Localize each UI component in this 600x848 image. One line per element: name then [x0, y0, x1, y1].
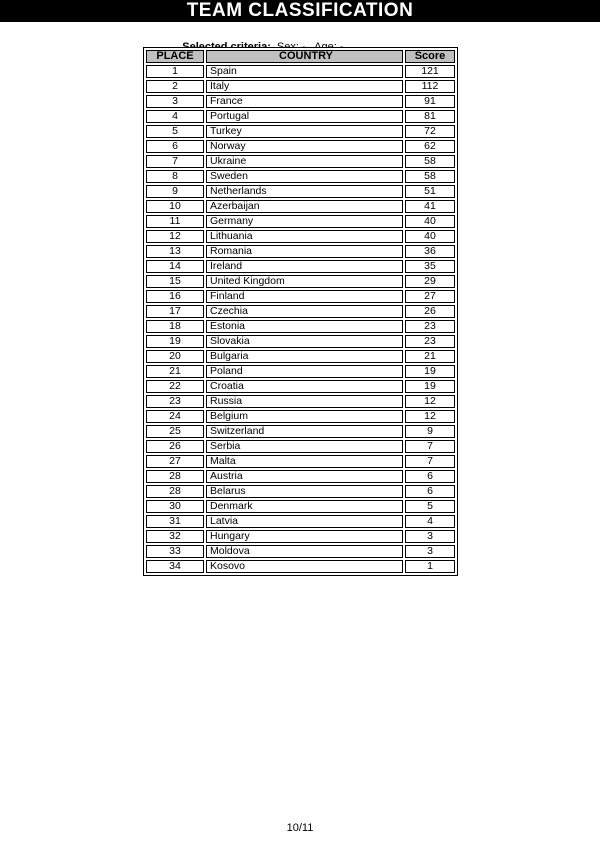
- score-column-header: Score: [405, 50, 455, 63]
- score-cell: 3: [405, 545, 455, 558]
- score-cell: 21: [405, 350, 455, 363]
- country-cell: Finland: [206, 290, 403, 303]
- place-cell: 32: [146, 530, 204, 543]
- place-cell: 26: [146, 440, 204, 453]
- score-cell: 1: [405, 560, 455, 573]
- place-cell: 21: [146, 365, 204, 378]
- score-cell: 51: [405, 185, 455, 198]
- score-cell: 40: [405, 215, 455, 228]
- score-cell: 23: [405, 335, 455, 348]
- score-cell: 6: [405, 470, 455, 483]
- table-row: [146, 80, 455, 93]
- table-row: [146, 65, 455, 78]
- header-row: [146, 50, 455, 63]
- country-cell: Azerbaijan: [206, 200, 403, 213]
- table-row: [146, 380, 455, 393]
- score-cell: 58: [405, 155, 455, 168]
- place-cell: 30: [146, 500, 204, 513]
- table-row: [146, 470, 455, 483]
- table-row: [146, 530, 455, 543]
- country-cell: Croatia: [206, 380, 403, 393]
- table-row: [146, 200, 455, 213]
- place-cell: 18: [146, 320, 204, 333]
- country-cell: Slovakia: [206, 335, 403, 348]
- place-cell: 22: [146, 380, 204, 393]
- country-cell: Moldova: [206, 545, 403, 558]
- country-cell: Belarus: [206, 485, 403, 498]
- score-cell: 26: [405, 305, 455, 318]
- score-cell: 7: [405, 455, 455, 468]
- score-cell: 62: [405, 140, 455, 153]
- country-cell: Italy: [206, 80, 403, 93]
- table-row: [146, 545, 455, 558]
- classification-table: [143, 47, 458, 576]
- score-cell: 19: [405, 365, 455, 378]
- country-cell: Estonia: [206, 320, 403, 333]
- place-cell: 6: [146, 140, 204, 153]
- table-row: [146, 170, 455, 183]
- place-cell: 27: [146, 455, 204, 468]
- score-cell: 6: [405, 485, 455, 498]
- country-cell: Czechia: [206, 305, 403, 318]
- place-cell: 34: [146, 560, 204, 573]
- country-cell: Hungary: [206, 530, 403, 543]
- place-cell: 3: [146, 95, 204, 108]
- table-row: [146, 110, 455, 123]
- place-cell: 1: [146, 65, 204, 78]
- place-cell: 12: [146, 230, 204, 243]
- country-cell: Bulgaria: [206, 350, 403, 363]
- score-cell: 12: [405, 410, 455, 423]
- table-row: [146, 275, 455, 288]
- place-cell: 14: [146, 260, 204, 273]
- place-cell: 28: [146, 470, 204, 483]
- score-cell: 35: [405, 260, 455, 273]
- country-cell: Kosovo: [206, 560, 403, 573]
- score-cell: 4: [405, 515, 455, 528]
- place-cell: 31: [146, 515, 204, 528]
- place-cell: 8: [146, 170, 204, 183]
- table-row: [146, 230, 455, 243]
- table-row: [146, 350, 455, 363]
- table-row: [146, 95, 455, 108]
- place-cell: 17: [146, 305, 204, 318]
- table-row: [146, 560, 455, 573]
- score-cell: 19: [405, 380, 455, 393]
- country-cell: Russia: [206, 395, 403, 408]
- country-column-header: COUNTRY: [206, 50, 403, 63]
- score-cell: 3: [405, 530, 455, 543]
- score-cell: 91: [405, 95, 455, 108]
- score-cell: 27: [405, 290, 455, 303]
- score-cell: 23: [405, 320, 455, 333]
- place-cell: 13: [146, 245, 204, 258]
- country-cell: Sweden: [206, 170, 403, 183]
- score-cell: 41: [405, 200, 455, 213]
- place-cell: 4: [146, 110, 204, 123]
- place-cell: 10: [146, 200, 204, 213]
- score-cell: 112: [405, 80, 455, 93]
- table-row: [146, 425, 455, 438]
- table-row: [146, 140, 455, 153]
- score-cell: 121: [405, 65, 455, 78]
- classification-table-body: [146, 65, 455, 573]
- country-cell: Malta: [206, 455, 403, 468]
- table-row: [146, 365, 455, 378]
- classification-table-header: [146, 50, 455, 63]
- page-number: 10/11: [286, 822, 314, 834]
- place-cell: 11: [146, 215, 204, 228]
- country-cell: United Kingdom: [206, 275, 403, 288]
- place-column-header: PLACE: [146, 50, 204, 63]
- score-cell: 9: [405, 425, 455, 438]
- score-cell: 81: [405, 110, 455, 123]
- table-row: [146, 335, 455, 348]
- place-cell: 7: [146, 155, 204, 168]
- score-cell: 12: [405, 395, 455, 408]
- table-row: [146, 260, 455, 273]
- table-row: [146, 155, 455, 168]
- table-row: [146, 410, 455, 423]
- place-cell: 19: [146, 335, 204, 348]
- country-cell: Denmark: [206, 500, 403, 513]
- country-cell: Lithuania: [206, 230, 403, 243]
- country-cell: Belgium: [206, 410, 403, 423]
- country-cell: Switzerland: [206, 425, 403, 438]
- table-row: [146, 455, 455, 468]
- table-row: [146, 515, 455, 528]
- table-row: [146, 485, 455, 498]
- table-row: [146, 125, 455, 138]
- table-row: [146, 395, 455, 408]
- place-cell: 16: [146, 290, 204, 303]
- country-cell: Germany: [206, 215, 403, 228]
- country-cell: Latvia: [206, 515, 403, 528]
- score-cell: 7: [405, 440, 455, 453]
- country-cell: Norway: [206, 140, 403, 153]
- score-cell: 36: [405, 245, 455, 258]
- place-cell: 33: [146, 545, 204, 558]
- place-cell: 20: [146, 350, 204, 363]
- country-cell: Romania: [206, 245, 403, 258]
- country-cell: Ukraine: [206, 155, 403, 168]
- score-cell: 5: [405, 500, 455, 513]
- score-cell: 40: [405, 230, 455, 243]
- page-title: TEAM CLASSIFICATION: [0, 0, 600, 22]
- score-cell: 29: [405, 275, 455, 288]
- place-cell: 5: [146, 125, 204, 138]
- table-row: [146, 320, 455, 333]
- country-cell: France: [206, 95, 403, 108]
- place-cell: 24: [146, 410, 204, 423]
- country-cell: Ireland: [206, 260, 403, 273]
- country-cell: Austria: [206, 470, 403, 483]
- score-cell: 58: [405, 170, 455, 183]
- place-cell: 15: [146, 275, 204, 288]
- place-cell: 2: [146, 80, 204, 93]
- score-cell: 72: [405, 125, 455, 138]
- country-cell: Turkey: [206, 125, 403, 138]
- place-cell: 28: [146, 485, 204, 498]
- table-row: [146, 215, 455, 228]
- table-row: [146, 290, 455, 303]
- country-cell: Portugal: [206, 110, 403, 123]
- place-cell: 9: [146, 185, 204, 198]
- country-cell: Serbia: [206, 440, 403, 453]
- table-row: [146, 440, 455, 453]
- place-cell: 23: [146, 395, 204, 408]
- country-cell: Netherlands: [206, 185, 403, 198]
- country-cell: Spain: [206, 65, 403, 78]
- place-cell: 25: [146, 425, 204, 438]
- table-row: [146, 305, 455, 318]
- table-row: [146, 245, 455, 258]
- country-cell: Poland: [206, 365, 403, 378]
- table-row: [146, 500, 455, 513]
- table-row: [146, 185, 455, 198]
